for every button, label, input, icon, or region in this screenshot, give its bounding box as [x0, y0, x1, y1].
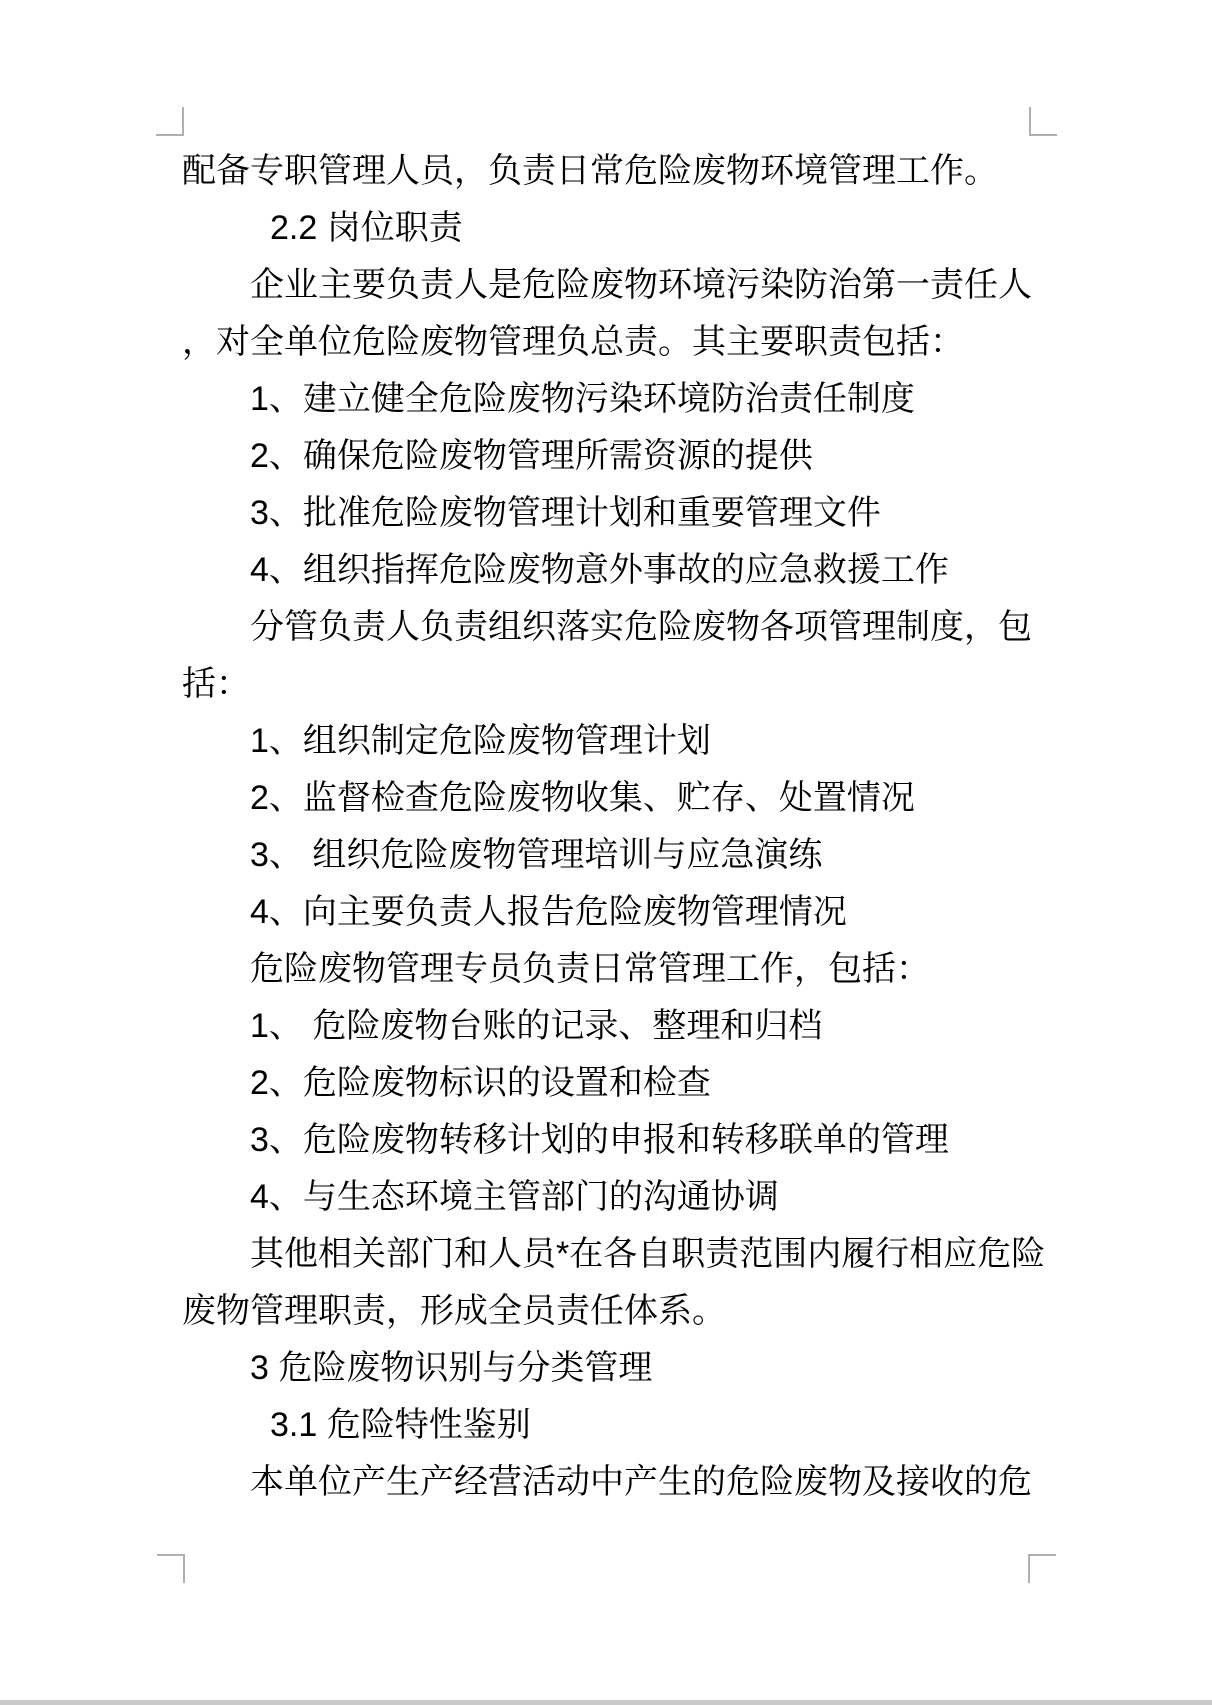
text-line: 本单位产生产经营活动中产生的危险废物及接收的危 [250, 1463, 1032, 1501]
window-bottom-edge-bar [0, 1700, 1212, 1705]
text-line-list-item: 4、与生态环境主管部门的沟通协调 [250, 1178, 779, 1216]
text-line-list-item: 4、向主要负责人报告危险废物管理情况 [250, 893, 847, 931]
margin-crop-mark-top-right [1029, 107, 1057, 136]
text-line-list-item: 1、建立健全危险废物污染环境防治责任制度 [250, 380, 915, 418]
document-text-body [182, 143, 1046, 1511]
margin-crop-mark-bottom-right [1028, 1554, 1056, 1583]
text-line-list-item: 4、组织指挥危险废物意外事故的应急救援工作 [250, 551, 949, 589]
margin-crop-mark-top-left [156, 107, 184, 136]
text-line-heading: 2.2 岗位职责 [270, 209, 463, 247]
text-line: 括： [182, 665, 250, 703]
text-line: 其他相关部门和人员*在各自职责范围内履行相应危险 [250, 1235, 1046, 1273]
text-line: 分管负责人负责组织落实危险废物各项管理制度，包 [250, 608, 1032, 646]
text-line: 危险废物管理专员负责日常管理工作，包括： [250, 950, 930, 988]
text-line-heading: 3 危险废物识别与分类管理 [250, 1349, 653, 1387]
text-line-list-item: 2、危险废物标识的设置和检查 [250, 1064, 711, 1102]
text-line-list-item: 2、监督检查危险废物收集、贮存、处置情况 [250, 779, 915, 817]
text-line-list-item: 1、 危险废物台账的记录、整理和归档 [250, 1007, 823, 1045]
text-line: 配备专职管理人员，负责日常危险废物环境管理工作。 [182, 152, 998, 190]
text-line-heading: 3.1 危险特性鉴别 [270, 1406, 531, 1444]
margin-crop-mark-bottom-left [157, 1554, 185, 1583]
text-line: ，对全单位危险废物管理负总责。其主要职责包括： [182, 323, 964, 361]
text-line-list-item: 1、组织制定危险废物管理计划 [250, 722, 711, 760]
text-line-list-item: 3、 组织危险废物管理培训与应急演练 [250, 836, 823, 874]
text-line: 废物管理职责，形成全员责任体系。 [182, 1292, 726, 1330]
text-line-list-item: 3、危险废物转移计划的申报和转移联单的管理 [250, 1121, 949, 1159]
text-line-list-item: 3、批准危险废物管理计划和重要管理文件 [250, 494, 881, 532]
text-line-list-item: 2、确保危险废物管理所需资源的提供 [250, 437, 813, 475]
text-line: 企业主要负责人是危险废物环境污染防治第一责任人 [250, 266, 1032, 304]
